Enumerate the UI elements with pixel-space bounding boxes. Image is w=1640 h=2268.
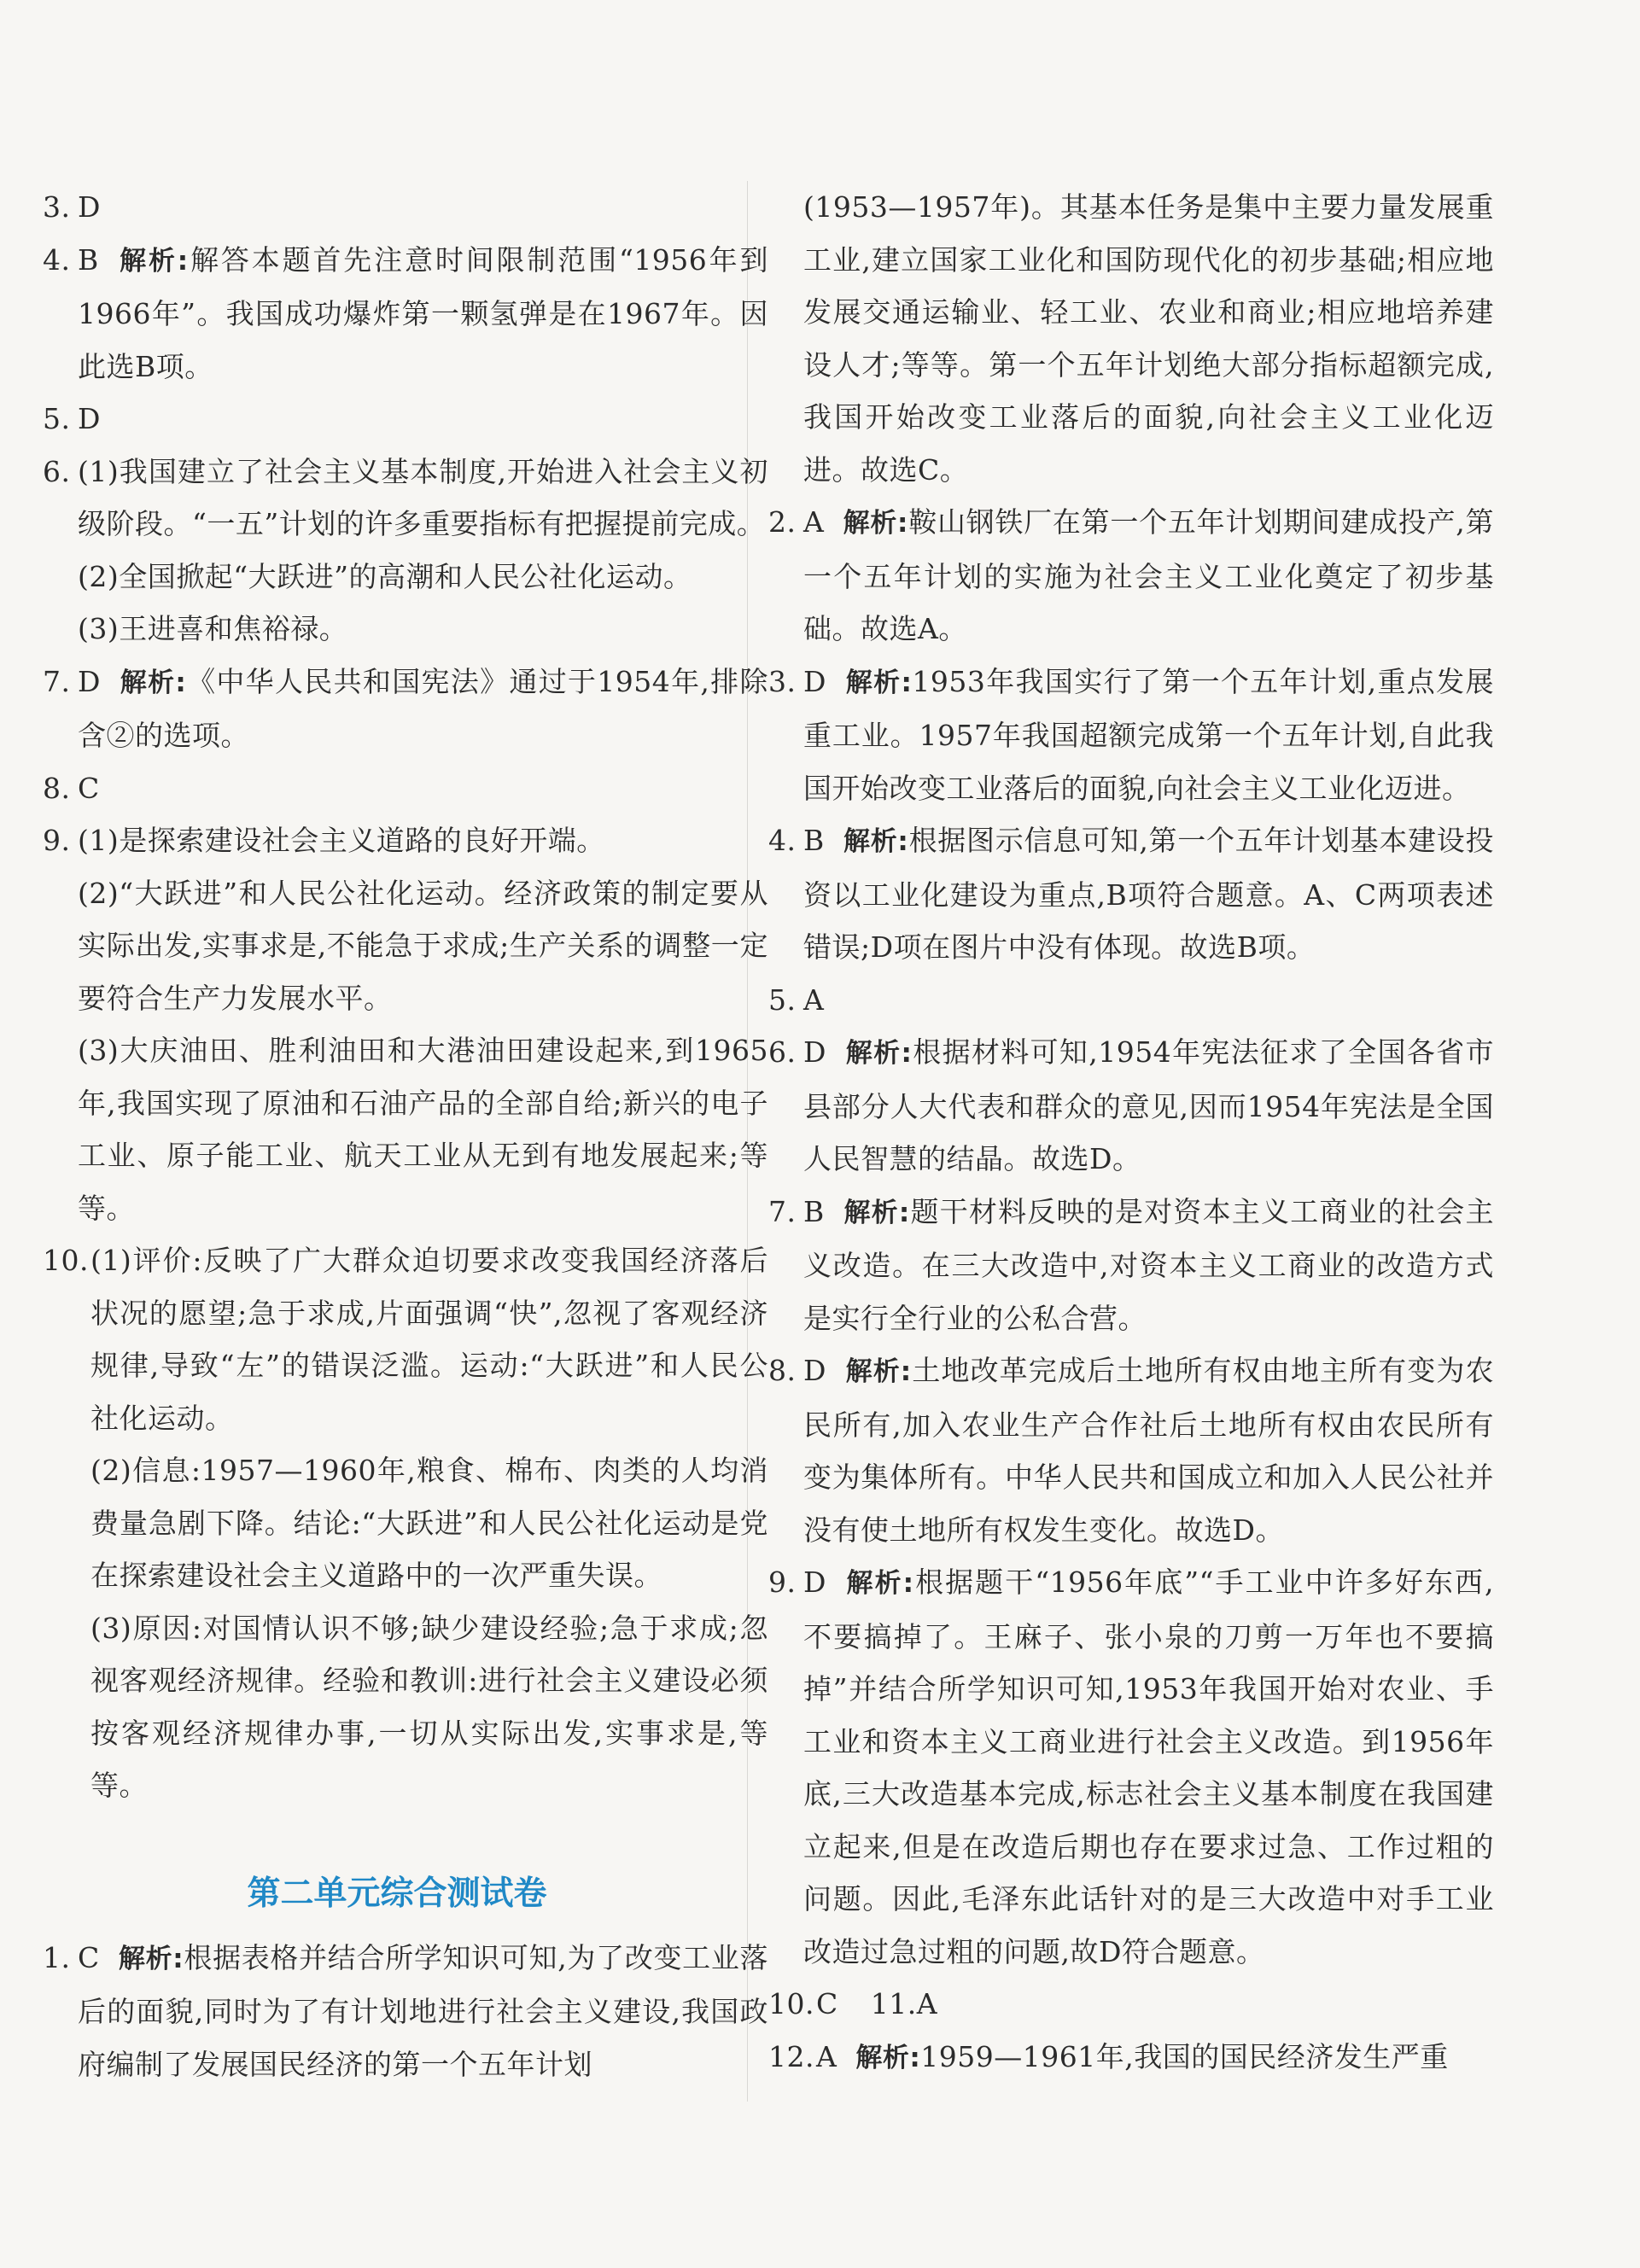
- question-number: 10.: [43, 1244, 89, 1277]
- answer-item: [43, 446, 768, 656]
- analysis-label: 解析:: [119, 667, 187, 698]
- answer-item: [43, 1932, 768, 2091]
- analysis-text: 题干材料反映的是对资本主义工商业的社会主义改造。在三大改造中,对资本主义工商业的改造方式是实行全行业的公私合营。: [803, 1194, 1494, 1335]
- section-answer-list: [43, 1932, 768, 2091]
- analysis-label: 解析:: [843, 1197, 910, 1228]
- analysis-text: 土地改革完成后土地所有权由地主所有变为农民所有,加入农业生产合作社后土地所有权由农民所有变为集体所有。中华人民共和国成立和加入人民公社并没有使土地所有权发生变化。故选D。: [803, 1354, 1495, 1547]
- answer-letter: B: [803, 1194, 825, 1228]
- analysis-label: 解析:: [844, 1038, 913, 1069]
- answer-letter: C: [78, 1940, 100, 1974]
- question-number: 4.: [43, 242, 71, 277]
- sub-answer: (3)大庆油田、胜利油田和大港油田建设起来,到1965年,我国实现了原油和石油产品的全部自给;新兴的电子工业、原子能工业、航天工业从无到有地发展起来;等等。: [78, 1034, 768, 1225]
- question-number: 3.: [768, 664, 797, 698]
- answer-item: [43, 1234, 768, 1812]
- answer-item: [43, 762, 768, 815]
- answer-letter: A: [916, 1987, 938, 2020]
- analysis-text: 根据图示信息可知,第一个五年计划基本建设投资以工业化建设为重点,B项符合题意。A、C两项表述错误;D项在图片中没有体现。故选B项。: [803, 824, 1494, 964]
- question-number: 9.: [768, 1565, 797, 1599]
- question-number: 1.: [43, 1940, 71, 1974]
- question-number: 8.: [43, 771, 71, 805]
- answer-letter: C: [816, 1987, 838, 2020]
- answer-letter: D: [803, 1354, 826, 1387]
- answer-item: [768, 496, 1494, 656]
- right-column: [768, 181, 1494, 2084]
- answer-item: [43, 393, 768, 446]
- analysis-text: 根据表格并结合所学知识可知,为了改变工业落后的面貌,同时为了有计划地进行社会主义建设,我国政府编制了发展国民经济的第一个五年计划: [78, 1940, 768, 2081]
- section-title: 第二单元综合测试卷: [247, 1874, 547, 1913]
- analysis-text: 根据材料可知,1954年宪法征求了全国各省市县部分人大代表和群众的意见,因而1954年宪法是全国人民智慧的结晶。故选D。: [803, 1035, 1494, 1175]
- analysis-text: 根据题干“1956年底”“手工业中许多好东西,不要搞掉了。王麻子、张小泉的刀剪一万年也不要搞掉”并结合所学知识可知,1953年我国开始对农业、手工业和资本主义工商业进行社会主义改造。到1956年底,三大改造基本完成,标志社会主义基本制度在我国建立起来,但是在改造后期也存在要求过急、工作过粗的问题。因此,毛泽东此话针对的是三大改造中对手工业改造过急过粗的问题,故D符合题意。: [803, 1565, 1494, 1968]
- analysis-label: 解析:: [117, 245, 189, 277]
- question-number: 12.: [768, 2039, 814, 2073]
- question-number: 11.: [870, 1987, 917, 2020]
- sub-answer: (1)是探索建设社会主义道路的良好开端。: [78, 824, 605, 857]
- answer-item: [768, 1978, 1494, 2031]
- answer-item: [768, 2031, 1494, 2085]
- sub-answer: (2)“大跃进”和人民公社化运动。经济政策的制定要从实际出发,实事求是,不能急于求成;生产关系的调整一定要符合生产力发展水平。: [78, 876, 768, 1015]
- analysis-label: 解析:: [843, 508, 908, 539]
- answer-item: [43, 181, 768, 234]
- analysis-text: 解答本题首先注意时间限制范围“1956年到1966年”。我国成功爆炸第一颗氢弹是在1967年。因此选B项。: [78, 242, 768, 383]
- analysis-label: 解析:: [118, 1943, 184, 1974]
- answer-letter: A: [816, 2039, 838, 2073]
- answer-letter: C: [78, 771, 100, 805]
- answer-item: [43, 814, 768, 1234]
- question-number: 7.: [43, 664, 71, 698]
- answer-letter: D: [78, 664, 101, 698]
- answer-item: [768, 1026, 1494, 1186]
- sub-answer: (1)评价:反映了广大群众迫切要求改变我国经济落后状况的愿望;急于求成,片面强调“快”,忽视了客观经济规律,导致“左”的错误泛滥。运动:“大跃进”和人民公社化运动。: [90, 1244, 768, 1435]
- answer-letter: B: [803, 824, 825, 857]
- left-column: [43, 181, 768, 2090]
- analysis-label: 解析:: [844, 1568, 914, 1599]
- analysis-text: 鞍山钢铁厂在第一个五年计划期间建成投产,第一个五年计划的实施为社会主义工业化奠定了初步基础。故选A。: [803, 505, 1494, 645]
- question-number: 6.: [768, 1035, 797, 1069]
- answer-letter: D: [803, 664, 826, 698]
- question-number: 7.: [768, 1194, 797, 1228]
- answer-item: [768, 656, 1494, 815]
- sub-answer: (3)王进喜和焦裕禄。: [78, 612, 348, 645]
- continuation-text: (1953—1957年)。其基本任务是集中主要力量发展重工业,建立国家工业化和国防现代化的初步基础;相应地发展交通运输业、轻工业、农业和商业;相应地培养建设人才;等等。第一个五年计划绝大部分指标超额完成,我国开始改变工业落后的面貌,向社会主义工业化迈进。故选C。: [803, 190, 1494, 487]
- question-number: 3.: [43, 190, 71, 224]
- analysis-label: 解析:: [855, 2042, 921, 2073]
- question-number: 10.: [768, 1987, 814, 2020]
- question-number: 6.: [43, 454, 71, 488]
- analysis-text: 《中华人民共和国宪法》通过于1954年,排除含②的选项。: [78, 664, 768, 752]
- answer-letter: A: [803, 505, 825, 539]
- question-number: 9.: [43, 824, 71, 857]
- question-number: 8.: [768, 1354, 797, 1387]
- answer-item: [43, 234, 768, 394]
- answer-item: [768, 974, 1494, 1027]
- answer-item: [768, 1556, 1494, 1978]
- answer-letter: B: [78, 242, 99, 277]
- answer-item: [768, 1186, 1494, 1345]
- question-number: 5.: [43, 402, 71, 435]
- sub-answer: (2)全国掀起“大跃进”的高潮和人民公社化运动。: [78, 559, 692, 593]
- question-number: 5.: [768, 982, 797, 1017]
- sub-answer: (1)我国建立了社会主义基本制度,开始进入社会主义初级阶段。“一五”计划的许多重要指标有把握提前完成。: [78, 454, 768, 540]
- answer-item: [768, 1344, 1494, 1556]
- answer-letter: D: [78, 190, 101, 224]
- sub-answer: (3)原因:对国情认识不够;缺少建设经验;急于求成;忽视客观经济规律。经验和教训:进行社会主义建设必须按客观经济规律办事,一切从实际出发,实事求是,等等。: [90, 1611, 768, 1802]
- answer-letter: D: [78, 402, 101, 435]
- analysis-label: 解析:: [844, 667, 913, 698]
- answer-letter: D: [803, 1565, 826, 1599]
- answer-item: [43, 656, 768, 762]
- analysis-text: 1953年我国实行了第一个五年计划,重点发展重工业。1957年我国超额完成第一个五年计划,自此我国开始改变工业落后的面貌,向社会主义工业化迈进。: [803, 664, 1494, 805]
- answer-item: [768, 814, 1494, 974]
- analysis-label: 解析:: [844, 1356, 912, 1387]
- right-answer-list: [768, 496, 1494, 2084]
- left-answer-list: [43, 181, 768, 1812]
- question-number: 4.: [768, 824, 797, 857]
- sub-answer: (2)信息:1957—1960年,粮食、棉布、肉类的人均消费量急剧下降。结论:“大跃进”和人民公社化运动是党在探索建设社会主义道路中的一次严重失误。: [90, 1454, 768, 1592]
- answer-letter: A: [803, 982, 825, 1017]
- question-number: 2.: [768, 505, 797, 539]
- answer-letter: D: [803, 1035, 826, 1069]
- analysis-label: 解析:: [843, 826, 909, 857]
- analysis-text: 1959—1961年,我国的国民经济发生严重: [920, 2039, 1449, 2073]
